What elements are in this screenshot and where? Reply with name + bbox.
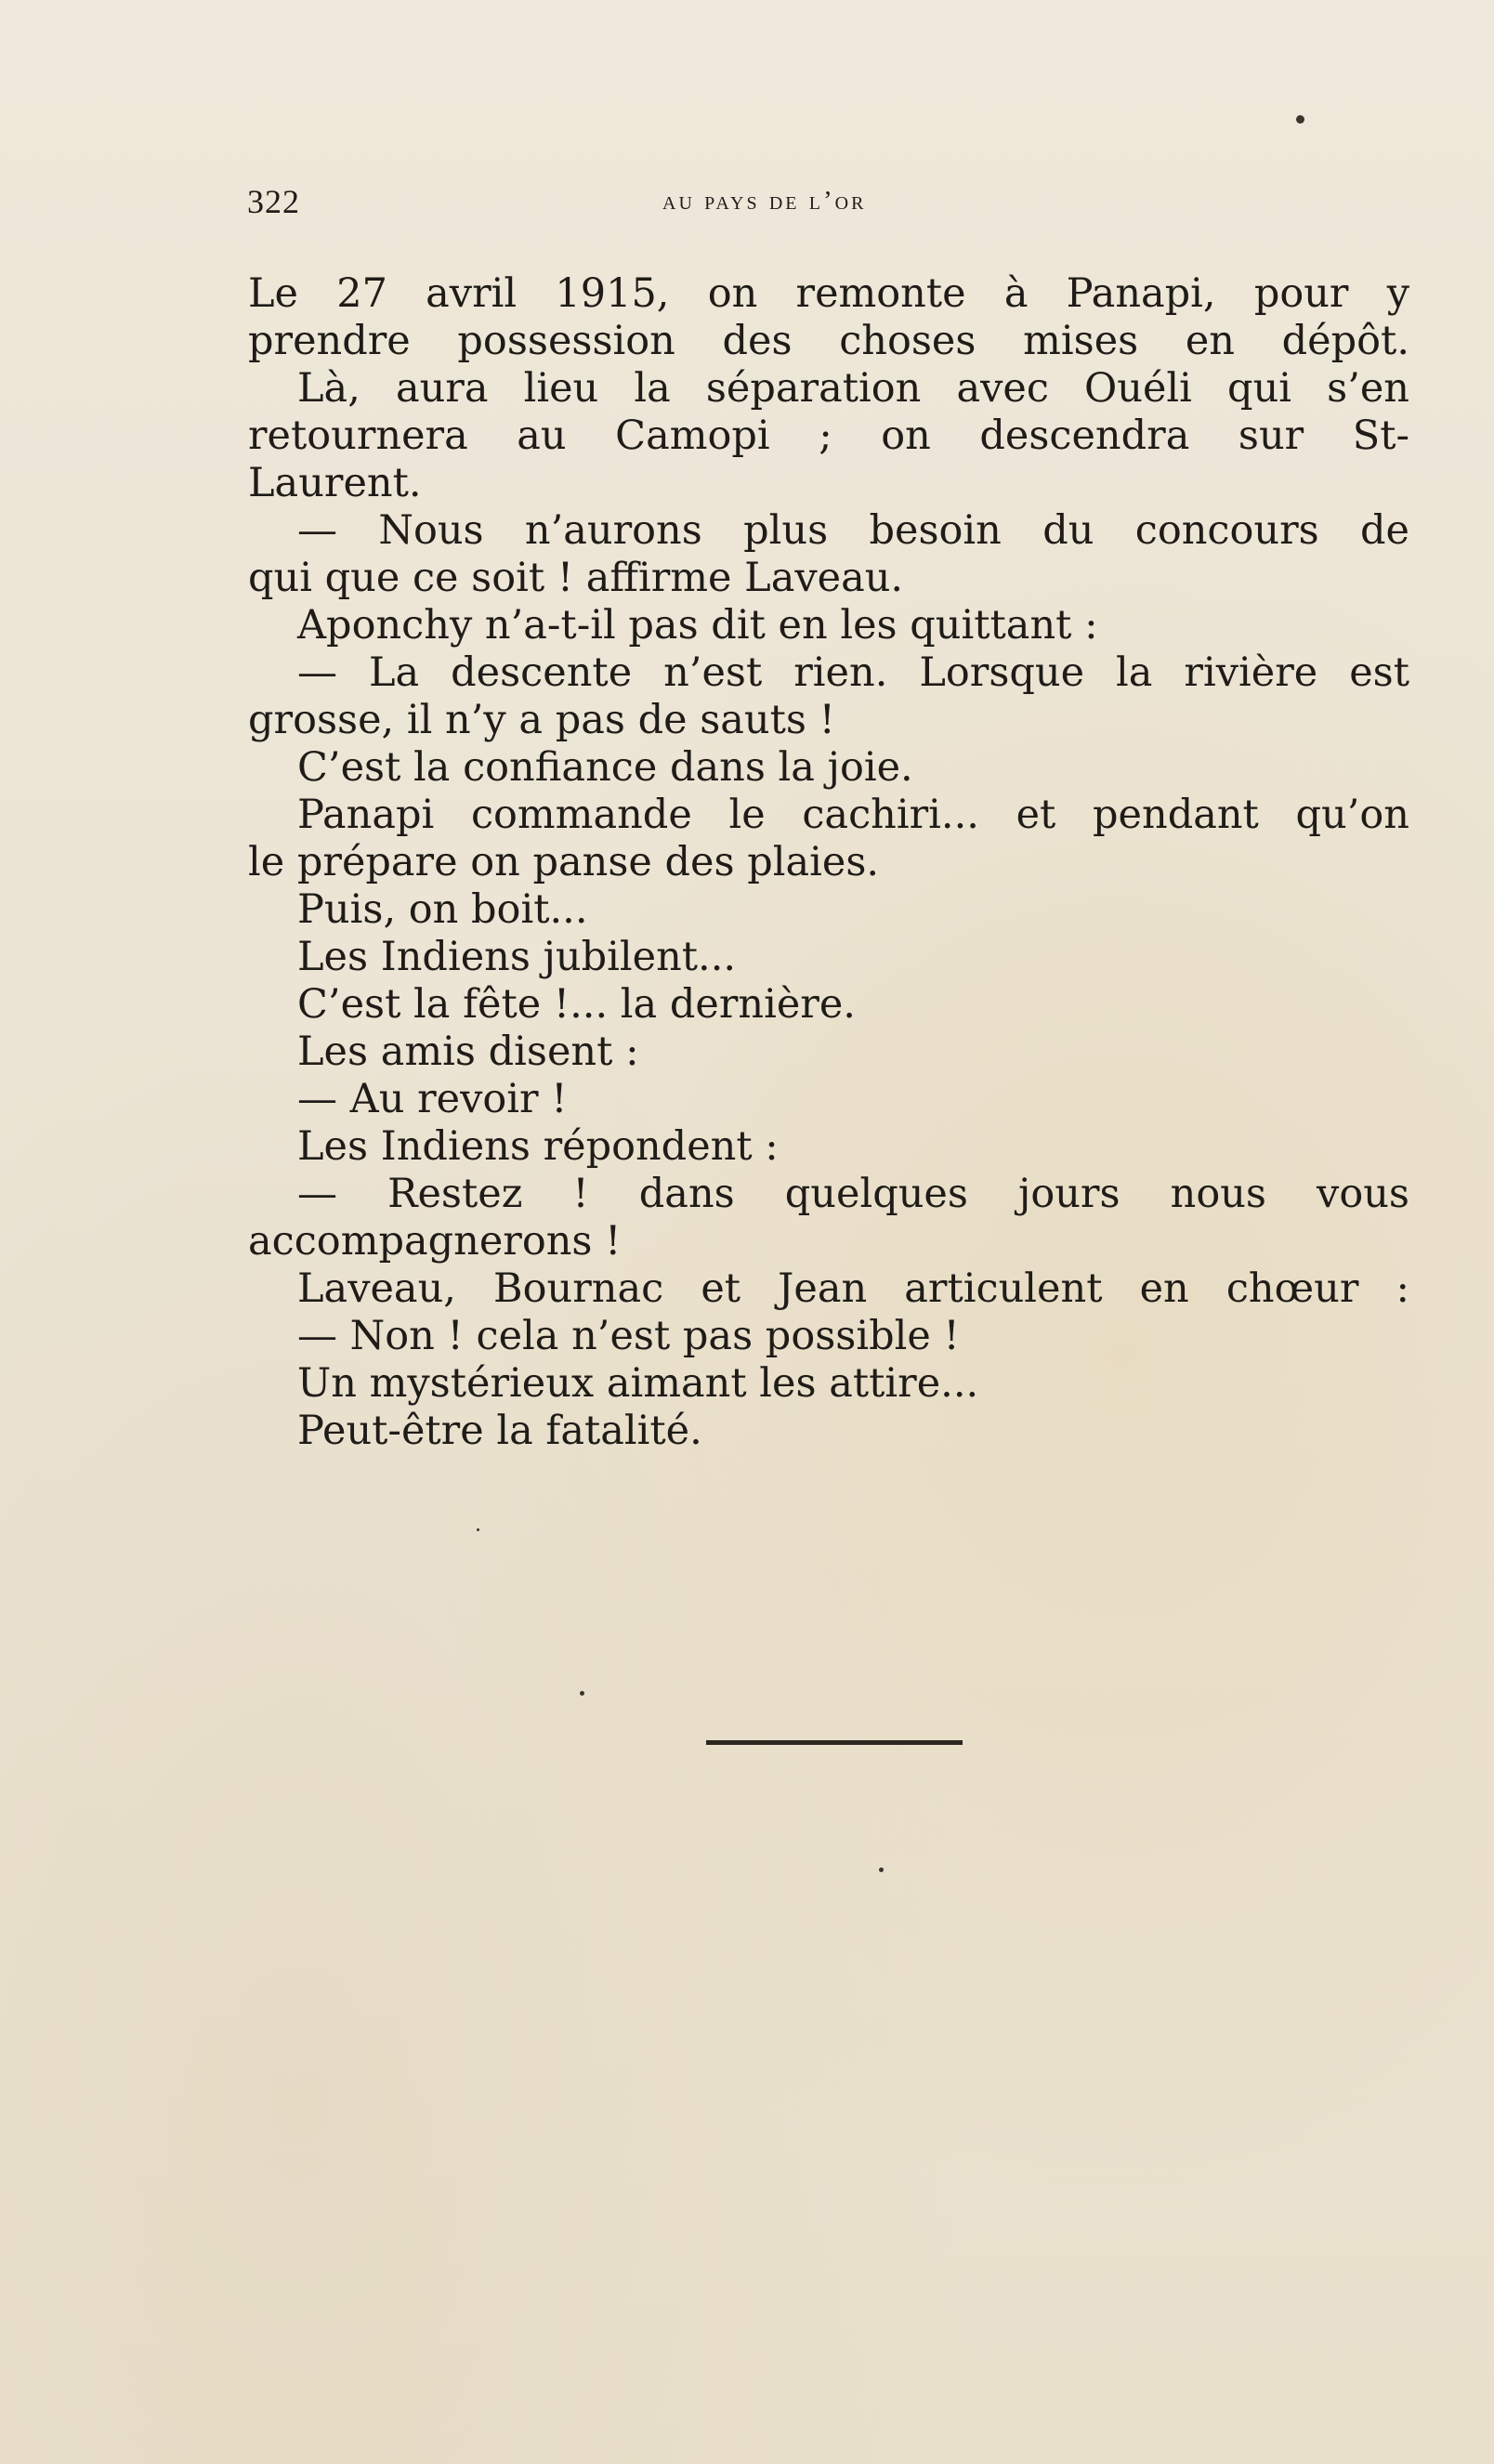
text-line: Là, aura lieu la séparation avec Ouéli qui s’en [297,365,1409,412]
running-head [247,182,1409,229]
text-line: C’est la fête !... la dernière. [297,981,856,1028]
text-line: le prépare on panse des plaies. [248,839,880,885]
page-number: 322 [247,183,300,220]
text-line: Puis, on boit... [297,886,588,933]
text-line: Laveau, Bournac et Jean articulent en chœur : [297,1265,1409,1312]
text-line: grosse, il n’y a pas de sauts ! [248,697,835,743]
text-line: Aponchy n’a-t-il pas dit en les quittant : [297,602,1098,649]
text-line: — Au revoir ! [297,1076,568,1122]
text-line: accompagnerons ! [248,1218,622,1265]
text-line: qui que ce soit ! affirme Laveau. [248,555,904,601]
paper-speck [879,1868,884,1872]
text-line: — Non ! cela n’est pas possible ! [297,1313,960,1359]
text-line: retournera au Camopi ; on descendra sur St- [248,413,1409,459]
text-line: — Nous n’aurons plus besoin du concours de [297,507,1409,554]
text-line: — Restez ! dans quelques jours nous vous [297,1171,1409,1217]
paper-speck [477,1528,479,1531]
text-line: Les amis disent : [297,1029,639,1075]
section-end-rule [706,1740,963,1745]
paper-speck [1296,115,1304,124]
text-line: Peut-être la fatalité. [297,1408,702,1454]
text-line: Laurent. [248,460,422,506]
text-line: Le 27 avril 1915, on remonte à Panapi, pour y [248,270,1409,317]
text-line: Panapi commande le cachiri... et pendant qu’on [297,792,1409,838]
text-line: C’est la confiance dans la joie. [297,744,913,791]
paper-speck [580,1691,584,1696]
running-title: au pays de l’or [662,186,867,216]
text-line: prendre possession des choses mises en dépôt. [248,318,1409,364]
body-text [248,270,1409,1455]
text-line: Un mystérieux aimant les attire... [297,1360,979,1407]
text-line: Les Indiens répondent : [297,1123,779,1170]
text-line: Les Indiens jubilent... [297,934,737,980]
text-line: — La descente n’est rien. Lorsque la rivière est [297,649,1409,696]
